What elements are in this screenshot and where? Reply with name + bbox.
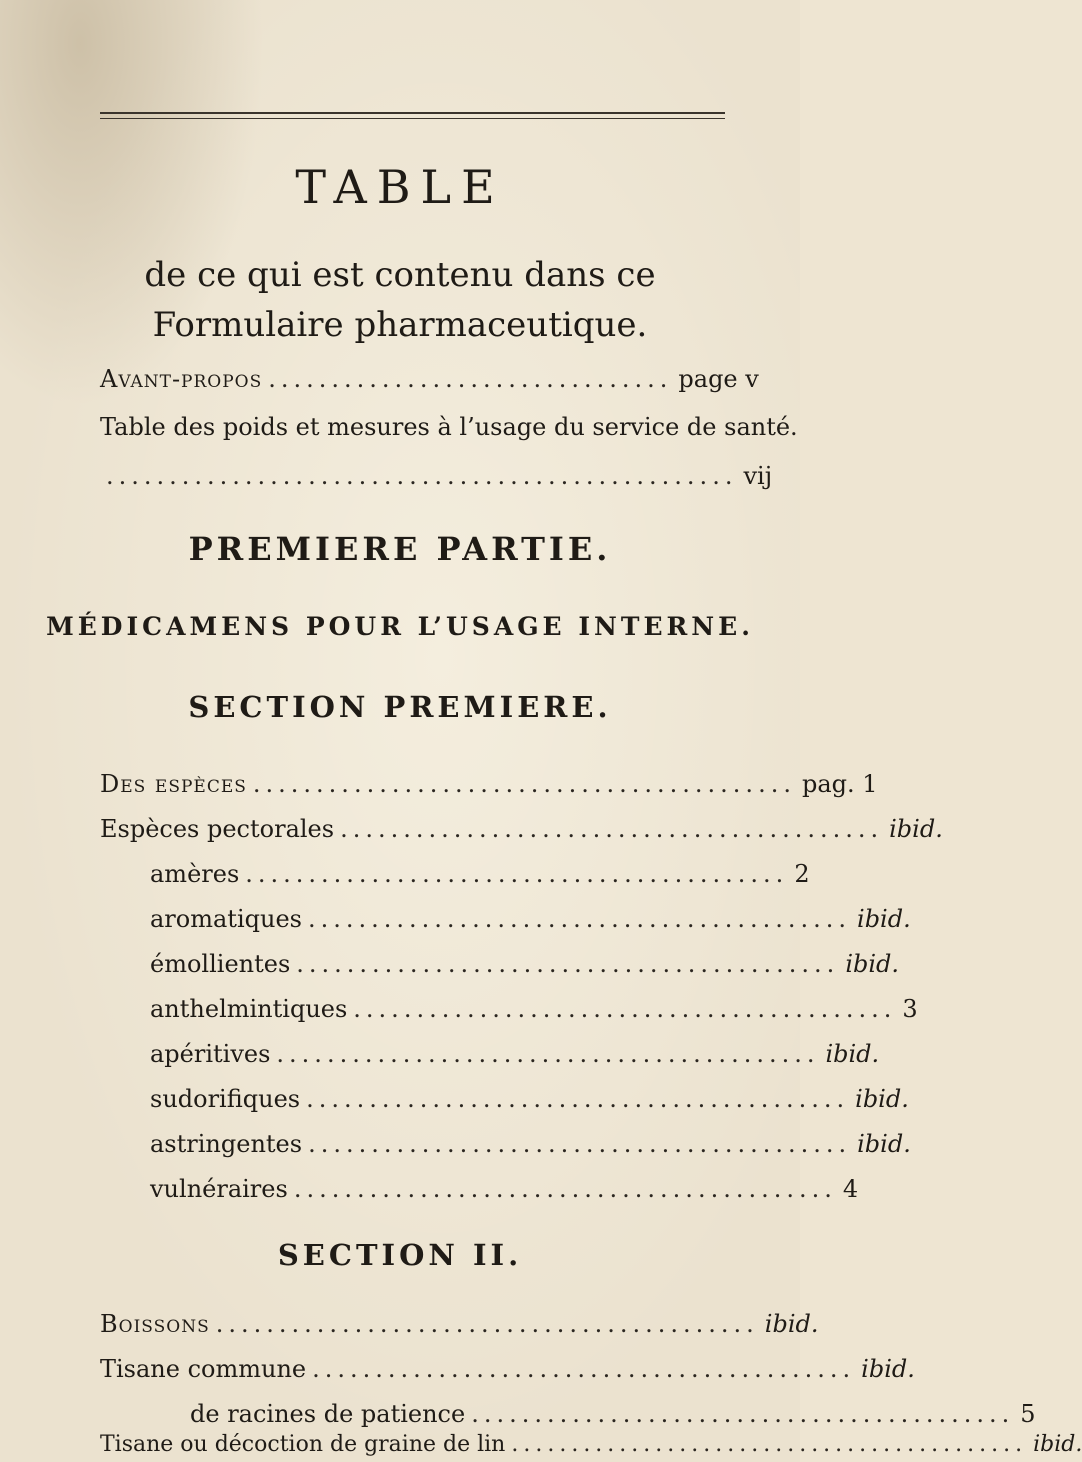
entry-page: 5 [1020,1400,1036,1428]
toc-entry-avant-propos [100,365,759,409]
entry-label: Avant-propos [100,365,263,393]
entry-label: apéritives [150,1040,271,1068]
leader-dots: ........................................... [353,995,897,1023]
toc-entry [150,860,810,904]
toc-entry [150,950,900,994]
entry-page: 3 [902,995,918,1023]
entry-label: Table des poids et mesures à l’usage du service de santé. [100,413,798,441]
entry-page: page v [678,365,759,393]
page-subtitle: de ce qui est contenu dans ce Formulaire pharmaceutique. [144,255,656,345]
toc-entry [100,770,878,814]
toc-entry [150,905,911,949]
leader-dots: ........................................... [307,905,852,933]
entry-label: vulnéraires [150,1175,288,1203]
entry-label: sudorifiques [150,1085,301,1113]
entry-label: Tisane commune [100,1355,307,1383]
entry-page: ibid. [889,815,943,843]
page-title: TABLE [295,160,505,214]
toc-entry [100,1432,1082,1462]
entry-label: Espèces pectorales [100,815,335,843]
section-1-title: SECTION PREMIERE. [188,690,612,724]
part-subtitle: MÉDICAMENS POUR L’USAGE INTERNE. [46,612,754,641]
toc-entry [150,1040,880,1084]
entry-page: ibid. [857,1130,911,1158]
entry-label: de racines de patience [190,1400,466,1428]
entry-label: anthelmintiques [150,995,348,1023]
leader-dots: ........................................... [340,815,884,843]
entry-page: ibid. [825,1040,880,1068]
leader-dots: ........................................... [312,1355,856,1383]
leader-dots: ........................................... [252,770,796,798]
leader-dots: ........................................... [296,950,840,978]
toc-entry [100,815,943,859]
toc-entry [100,1355,915,1399]
leader-dots: ........................................... [308,1130,852,1158]
toc-entry [150,995,918,1039]
toc-entry [150,1175,859,1219]
entry-page: 2 [794,860,810,888]
leader-dots: ........................................... [245,860,789,888]
part-title: PREMIERE PARTIE. [188,530,612,568]
entry-label: Tisane ou décoction de graine de lin [100,1432,506,1457]
top-rule [100,112,725,119]
toc-entry [150,1085,909,1129]
entry-label: émollientes [150,950,291,978]
entry-label: Boissons [100,1310,210,1338]
leader-dots: ........................................... [306,1085,850,1113]
entry-page: ibid. [857,905,911,933]
entry-label: amères [150,860,240,888]
entry-label: aromatiques [150,905,302,933]
entry-label: Des espèces [100,770,247,798]
toc-entry [100,1310,819,1354]
section-2-title: SECTION II. [277,1238,523,1272]
entry-page: ibid. [855,1085,909,1113]
leader-dots: ........................................... [471,1400,1015,1428]
entry-page: ibid. [861,1355,915,1383]
entry-page: 4 [842,1175,859,1203]
entry-page: ibid. [764,1310,819,1338]
toc-entry-table-poids-page [100,462,773,506]
leader-dots: ........................................... [293,1175,837,1203]
leader-dots: ........................................... [276,1040,820,1068]
toc-entry [150,1130,911,1174]
leader-dots: ................................ [268,365,673,393]
leader-dots: ........................................... [215,1310,759,1338]
entry-page: vij [743,462,773,490]
entry-label: astringentes [150,1130,303,1158]
toc-entry-table-poids [100,413,798,457]
leader-dots: ........................................... [511,1432,1028,1457]
leader-dots: .................................................. [106,462,738,490]
entry-page: ibid. [845,950,900,978]
entry-page: ibid. [1033,1432,1082,1457]
entry-page: pag. 1 [801,770,878,798]
